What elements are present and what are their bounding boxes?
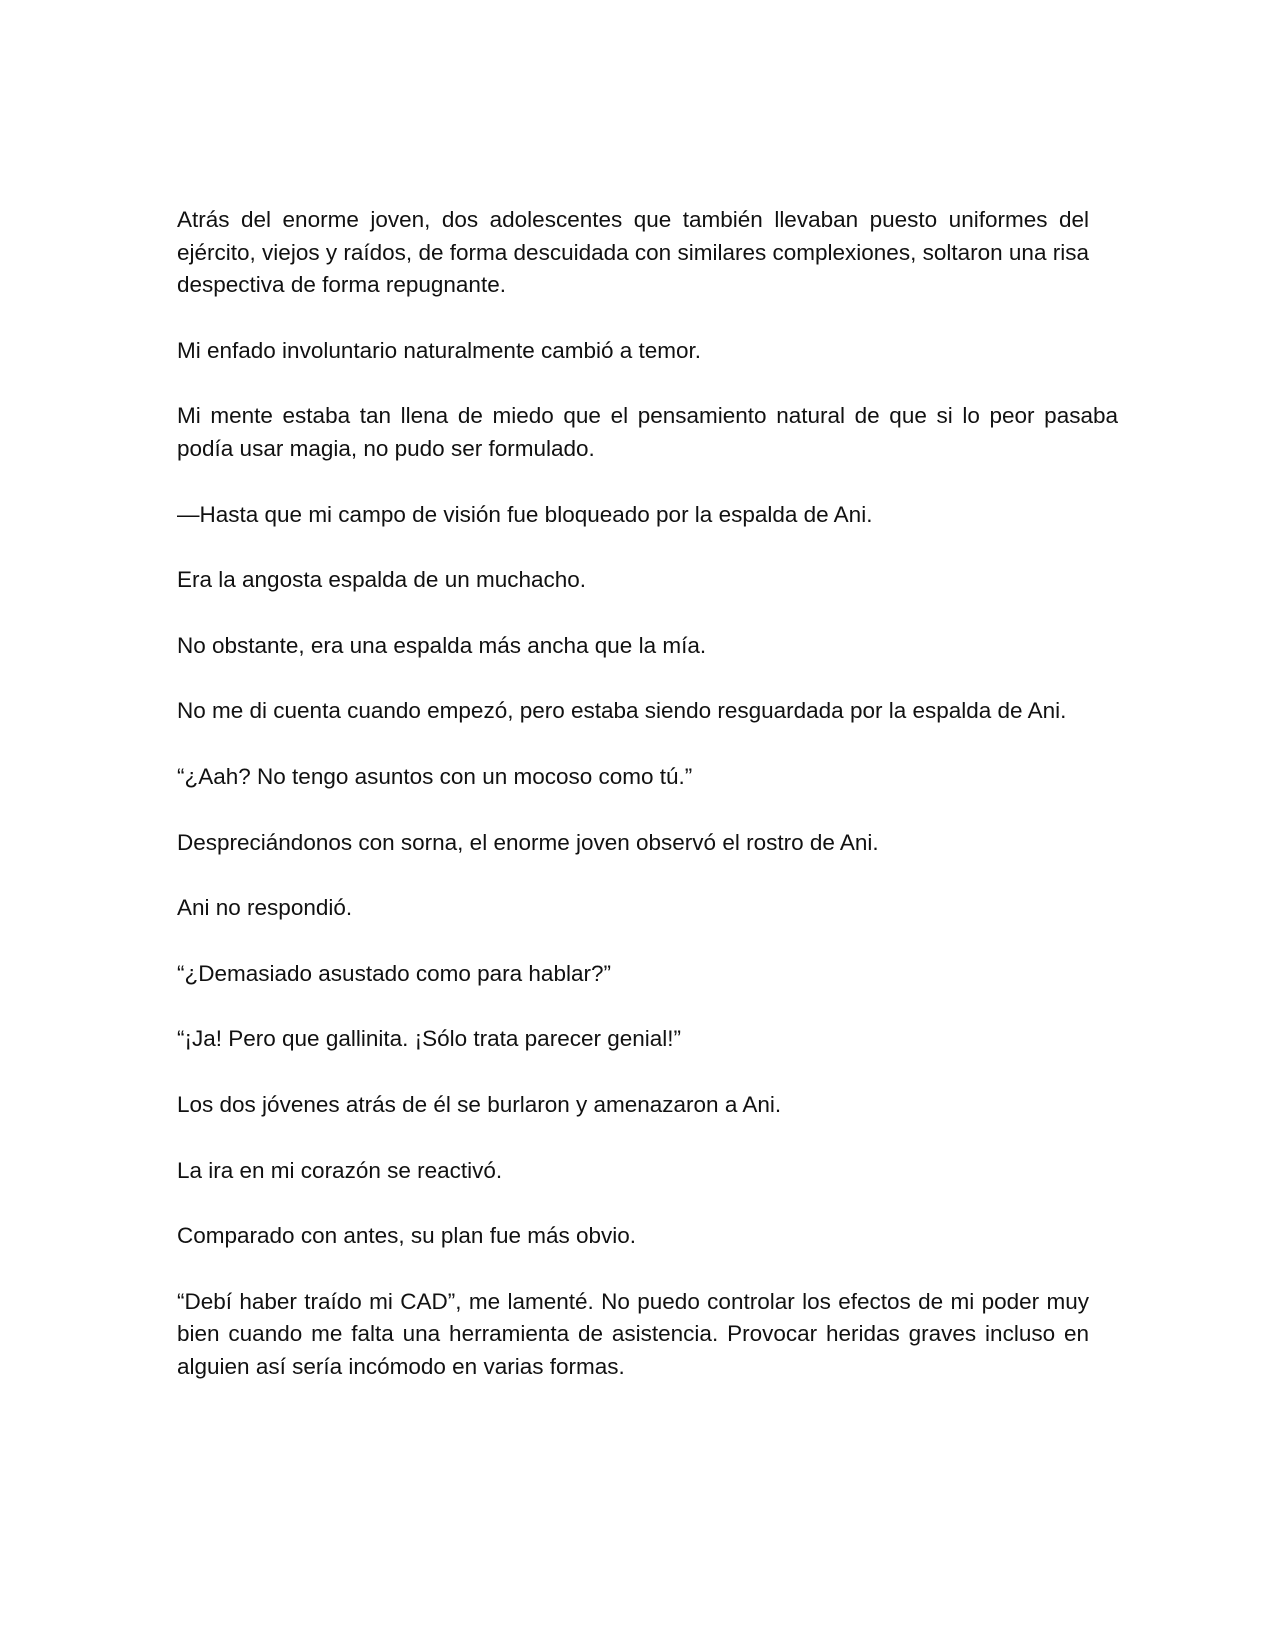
paragraph: Era la angosta espalda de un muchacho. — [177, 567, 587, 593]
document-body — [177, 204, 1118, 1416]
paragraph: Despreciándonos con sorna, el enorme joven observó el rostro de Ani. — [177, 829, 879, 855]
paragraph: La ira en mi corazón se reactivó. — [177, 1157, 503, 1183]
paragraph: Mi enfado involuntario naturalmente cambió a temor. — [177, 337, 702, 363]
paragraph: Los dos jóvenes atrás de él se burlaron y amenazaron a Ani. — [177, 1091, 782, 1117]
paragraph: “¿Aah? No tengo asuntos con un mocoso como tú.” — [177, 763, 693, 789]
paragraph: Atrás del enorme joven, dos adolescentes que también llevaban puesto uniformes del ejército, viejos y raídos, de forma descuidada con similares complexiones, soltaron una risa despectiva de forma repugnante. — [177, 207, 1089, 298]
paragraph: No obstante, era una espalda más ancha que la mía. — [177, 632, 707, 658]
paragraph: No me di cuenta cuando empezó, pero estaba siendo resguardada por la espalda de Ani. — [177, 698, 1067, 724]
paragraph: “¿Demasiado asustado como para hablar?” — [177, 960, 611, 986]
paragraph: “Debí haber traído mi CAD”, me lamenté. No puedo controlar los efectos de mi poder muy bien cuando me falta una herramienta de asistencia. Provocar heridas graves incluso en alguien así sería incómodo en varias formas. — [177, 1288, 1089, 1379]
paragraph: —Hasta que mi campo de visión fue bloqueado por la espalda de Ani. — [177, 501, 873, 527]
paragraph: “¡Ja! Pero que gallinita. ¡Sólo trata parecer genial!” — [177, 1026, 682, 1052]
paragraph: Ani no respondió. — [177, 895, 353, 921]
paragraph: Mi mente estaba tan llena de miedo que el pensamiento natural de que si lo peor pasaba podía usar magia, no pudo ser formulado. — [177, 403, 1118, 461]
paragraph: Comparado con antes, su plan fue más obvio. — [177, 1223, 637, 1249]
